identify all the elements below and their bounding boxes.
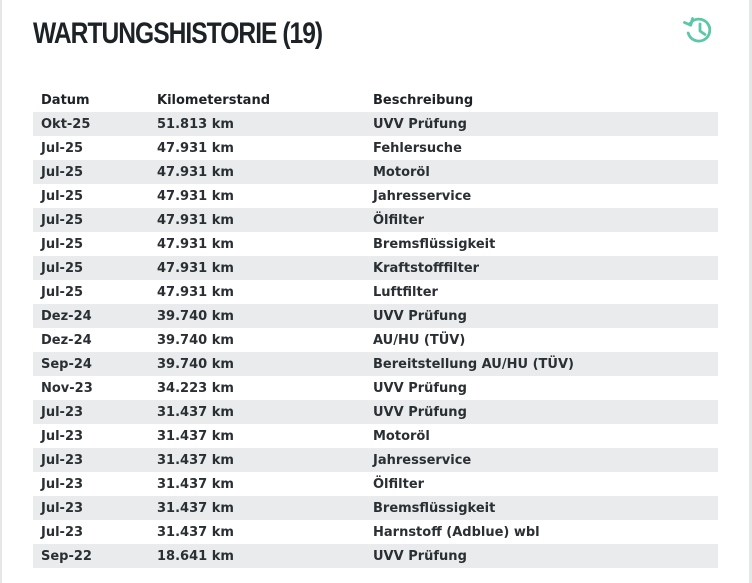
cell-description: Ölfilter [365, 472, 718, 496]
cell-date: Jul-23 [33, 424, 149, 448]
cell-date: Jul-25 [33, 256, 149, 280]
cell-date: Jul-23 [33, 448, 149, 472]
cell-date: Sep-22 [33, 544, 149, 568]
cell-date: Jul-23 [33, 520, 149, 544]
cell-mileage: 51.813 km [149, 112, 365, 136]
cell-mileage: 31.437 km [149, 520, 365, 544]
table-row [33, 208, 718, 232]
table-row [33, 448, 718, 472]
table-row [33, 112, 718, 136]
cell-mileage: 31.437 km [149, 400, 365, 424]
cell-mileage: 31.437 km [149, 448, 365, 472]
cell-date: Jul-25 [33, 208, 149, 232]
cell-description: AU/HU (TÜV) [365, 328, 718, 352]
cell-date: Dez-24 [33, 328, 149, 352]
table-row [33, 256, 718, 280]
cell-date: Jul-23 [33, 400, 149, 424]
panel-header [33, 14, 723, 58]
table-row [33, 472, 718, 496]
table-row [33, 184, 718, 208]
table-row [33, 232, 718, 256]
cell-description: Jahresservice [365, 184, 718, 208]
cell-date: Jul-25 [33, 280, 149, 304]
cell-date: Jul-25 [33, 232, 149, 256]
table-row [33, 424, 718, 448]
cell-description: Jahresservice [365, 448, 718, 472]
table-row [33, 376, 718, 400]
cell-description: Motoröl [365, 424, 718, 448]
panel-left-border [0, 0, 2, 583]
cell-mileage: 47.931 km [149, 136, 365, 160]
table-row [33, 352, 718, 376]
table-row [33, 520, 718, 544]
column-header-description: Beschreibung [373, 92, 474, 108]
maintenance-history-table [33, 88, 718, 568]
cell-mileage: 31.437 km [149, 424, 365, 448]
cell-description: UVV Prüfung [365, 544, 718, 568]
history-icon [681, 14, 717, 46]
cell-date: Jul-25 [33, 136, 149, 160]
cell-mileage: 18.641 km [149, 544, 365, 568]
cell-date: Okt-25 [33, 112, 149, 136]
table-row [33, 280, 718, 304]
cell-mileage: 39.740 km [149, 328, 365, 352]
cell-description: UVV Prüfung [365, 304, 718, 328]
cell-description: UVV Prüfung [365, 376, 718, 400]
cell-description: Kraftstofffilter [365, 256, 718, 280]
table-row [33, 328, 718, 352]
cell-date: Jul-23 [33, 472, 149, 496]
cell-date: Nov-23 [33, 376, 149, 400]
column-header-date: Datum [41, 92, 90, 108]
cell-mileage: 34.223 km [149, 376, 365, 400]
cell-mileage: 47.931 km [149, 184, 365, 208]
cell-date: Dez-24 [33, 304, 149, 328]
cell-mileage: 47.931 km [149, 280, 365, 304]
table-row [33, 304, 718, 328]
cell-description: Fehlersuche [365, 136, 718, 160]
column-header-mileage: Kilometerstand [157, 92, 271, 108]
table-row [33, 544, 718, 568]
cell-mileage: 47.931 km [149, 208, 365, 232]
cell-description: Motoröl [365, 160, 718, 184]
cell-date: Sep-24 [33, 352, 149, 376]
table-header-row [33, 88, 718, 112]
cell-date: Jul-23 [33, 496, 149, 520]
cell-description: Luftfilter [365, 280, 718, 304]
cell-date: Jul-25 [33, 184, 149, 208]
cell-description: Bremsflüssigkeit [365, 232, 718, 256]
cell-mileage: 31.437 km [149, 472, 365, 496]
cell-description: UVV Prüfung [365, 112, 718, 136]
page-title: WARTUNGSHISTORIE (19) [33, 17, 323, 50]
cell-date: Jul-25 [33, 160, 149, 184]
table-row [33, 400, 718, 424]
cell-mileage: 47.931 km [149, 160, 365, 184]
table-row [33, 136, 718, 160]
table-row [33, 496, 718, 520]
cell-mileage: 39.740 km [149, 352, 365, 376]
cell-description: Bremsflüssigkeit [365, 496, 718, 520]
cell-description: UVV Prüfung [365, 400, 718, 424]
table-row [33, 160, 718, 184]
cell-description: Bereitstellung AU/HU (TÜV) [365, 352, 718, 376]
cell-mileage: 47.931 km [149, 256, 365, 280]
cell-mileage: 31.437 km [149, 496, 365, 520]
history-button[interactable] [681, 14, 717, 46]
cell-description: Ölfilter [365, 208, 718, 232]
cell-description: Harnstoff (Adblue) wbl [365, 520, 718, 544]
cell-mileage: 47.931 km [149, 232, 365, 256]
cell-mileage: 39.740 km [149, 304, 365, 328]
